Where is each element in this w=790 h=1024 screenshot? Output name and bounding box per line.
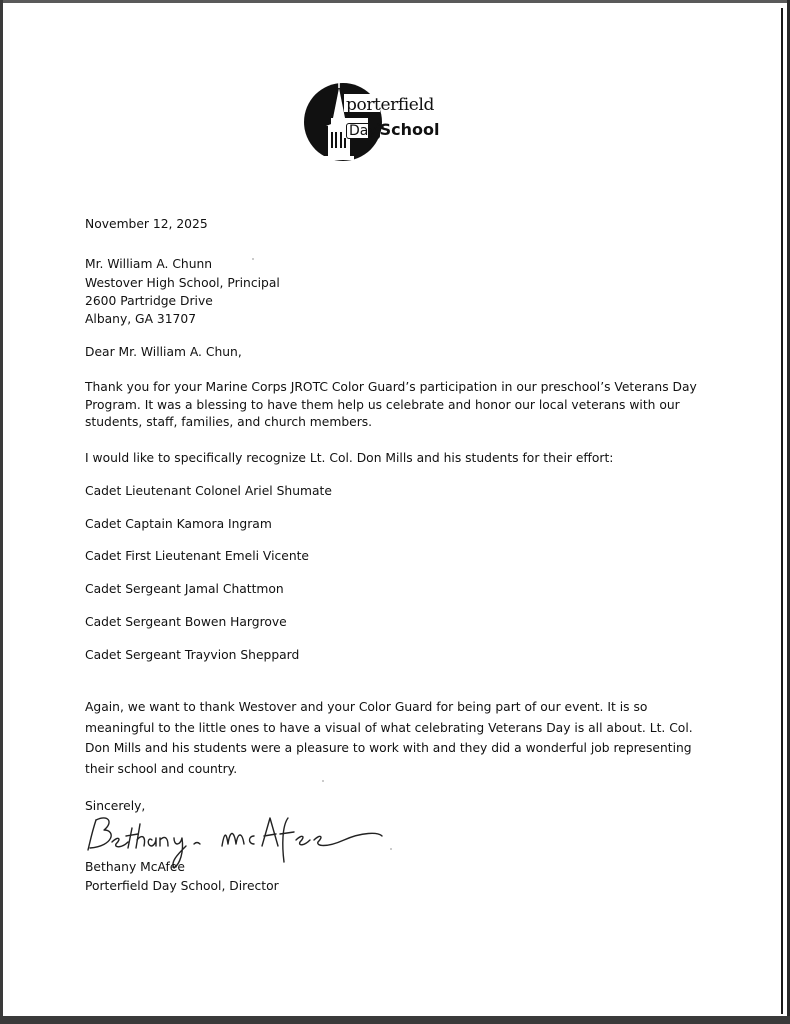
logo-word-day: Day bbox=[346, 123, 380, 139]
letter-date: November 12, 2025 bbox=[85, 217, 208, 231]
signer-name: Bethany McAfee bbox=[85, 860, 185, 874]
recipient-city: Albany, GA 31707 bbox=[85, 312, 197, 326]
recipient-title: Westover High School, Principal bbox=[85, 276, 280, 290]
signer-title: Porterfield Day School, Director bbox=[85, 879, 279, 893]
salutation: Dear Mr. William A. Chun, bbox=[85, 345, 242, 359]
logo-word-school: School bbox=[379, 120, 440, 139]
school-logo bbox=[304, 74, 474, 170]
scan-top-edge bbox=[0, 0, 790, 3]
recipient-street: 2600 Partridge Drive bbox=[85, 294, 213, 308]
scan-speck bbox=[322, 780, 324, 782]
cadet-list-item: Cadet Sergeant Jamal Chattmon bbox=[85, 582, 284, 596]
recipient-name: Mr. William A. Chunn bbox=[85, 257, 213, 271]
logo-wordmark-porterfield: porterfield bbox=[346, 95, 434, 115]
cadet-list-item: Cadet Sergeant Trayvion Sheppard bbox=[85, 648, 300, 662]
closing: Sincerely, bbox=[85, 799, 146, 813]
cadet-list-item: Cadet Captain Kamora Ingram bbox=[85, 517, 272, 531]
cadet-list-item: Cadet First Lieutenant Emeli Vicente bbox=[85, 549, 309, 563]
scan-bottom-edge bbox=[0, 1016, 790, 1024]
cadet-list-item: Cadet Sergeant Bowen Hargrove bbox=[85, 615, 287, 629]
body-paragraph-recognize: I would like to specifically recognize Lt. Col. Don Mills and his students for their effort: bbox=[85, 451, 614, 465]
scan-left-edge bbox=[0, 0, 3, 1024]
scan-speck bbox=[252, 258, 254, 260]
body-paragraph-thanks: Thank you for your Marine Corps JROTC Color Guard’s participation in our preschool’s Veterans Day Program. It was a blessing to have them help us celebrate and honor our local veterans with our students, staff, families, and church members. bbox=[85, 380, 697, 429]
body-paragraph-closing-thanks: Again, we want to thank Westover and your Color Guard for being part of our event. It is so meaningful to the little ones to have a visual of what celebrating Veterans Day is all about. Lt. Col. Don Mills and his students were a pleasure to work with and they did a wonderful job representing their school and country. bbox=[85, 700, 693, 776]
scan-right-rule bbox=[781, 8, 783, 1014]
logo-wordmark-day-school bbox=[346, 122, 440, 139]
scan-speck bbox=[390, 848, 392, 850]
cadet-list-item: Cadet Lieutenant Colonel Ariel Shumate bbox=[85, 484, 332, 498]
